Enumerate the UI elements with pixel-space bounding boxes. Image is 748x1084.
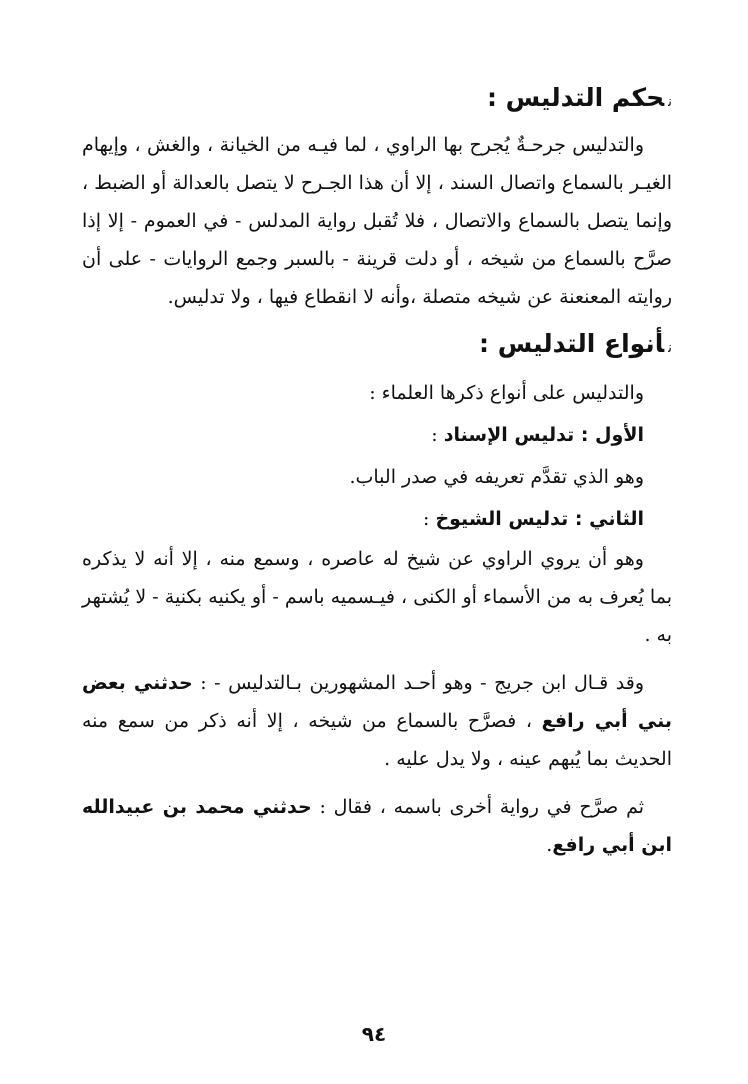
ruling-paragraph: والتدليس جرحـةٌ يُجرح بها الراوي ، لما فيـه من الخيانة ، والغش ، وإيهام الغيـر بالسماع واتصال السند ، إلا أن هذا الجـرح لا يتصل بالعدالة أو الضبط ، وإنما يتصل بالسماع والاتصال ، فلا تُقبل رواية المدلس - في العموم - إلا إذا صرَّح بالسماع من شيخه ، أو دلت قرينة - بالسبر وجمع الروايات - على أن روايته المعنعنة عن شيخه متصلة ،وأنه لا انقطاع فيها ، ولا تدليس.: [82, 134, 672, 308]
example1-before: وقد قـال ابن جريج - وهو أحـد المشهورين بـالتدليس - :: [192, 672, 644, 694]
type1-suffix: :: [431, 424, 444, 446]
example2-paragraph: [82, 788, 672, 864]
bullet-icon: ن: [668, 340, 672, 356]
types-intro: والتدليس على أنواع ذكرها العلماء :: [369, 382, 644, 404]
example1-quote: حدثني بعض بني أبي رافع: [82, 672, 672, 732]
type2-text: وهو أن يروي الراوي عن شيخ له عاصره ، وسمع منه ، إلا أنه لا يذكره بما يُعرف به من الأسماء أو الكنى ، فيـسميه باسم - أو يكنيه بكنية - لا يُشتهر به .: [82, 548, 672, 646]
page-number: ٩٤: [361, 1022, 387, 1046]
example1-after: ، فصرَّح بالسماع من شيخه ، إلا أنه ذكر من سمع منه الحديث بما يُبهم عينه ، ولا يدل عليه .: [82, 710, 672, 770]
type2-suffix: :: [423, 508, 436, 530]
heading-text: أنواع التدليس :: [479, 329, 665, 358]
example2-before: ثم صرَّح في رواية أخرى باسمه ، فقال :: [311, 796, 645, 818]
section-heading-ruling: [82, 70, 672, 126]
type2-heading: [82, 498, 672, 540]
heading-text: حكم التدليس :: [486, 83, 665, 112]
page-body: [82, 70, 672, 864]
bullet-icon: ن: [668, 94, 672, 110]
example1-paragraph: [82, 664, 672, 778]
type1-label: الأول : تدليس الإسناد: [443, 424, 644, 446]
example2-after: .: [546, 834, 553, 856]
type1-text: وهو الذي تقدَّم تعريفه في صدر الباب.: [349, 466, 644, 488]
type1-heading: [82, 414, 672, 456]
type2-label: الثاني : تدليس الشيوخ: [435, 508, 644, 530]
section-heading-types: [82, 316, 672, 372]
example2-quote: حدثني محمد بن عبيدالله ابن أبي رافع: [82, 796, 672, 856]
